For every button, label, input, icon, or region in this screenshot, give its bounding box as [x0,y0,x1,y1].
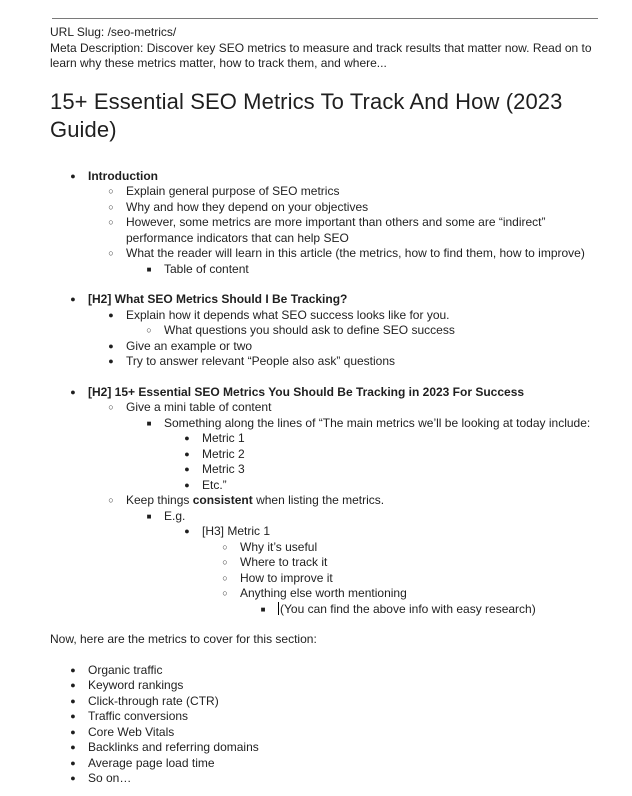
bullet-disc-icon: ● [70,773,76,783]
list-item: ○ How to improve it [202,571,595,587]
list-item: ○ Where to track it [202,555,595,571]
bullet-disc-icon: ● [108,309,114,320]
list-item: ■ Table of content [126,262,595,278]
intro-section [50,169,595,278]
list-item: ○ Why it’s useful [202,540,595,556]
list-item: ○ Why and how they depend on your objectives [88,200,595,216]
list-item: ● Metric 2 [164,447,595,463]
intro-heading: Introduction [88,168,158,183]
list-item [50,385,595,618]
bullet-disc-icon: ● [184,448,190,459]
metrics-intro-paragraph: Now, here are the metrics to cover for this section: [50,632,317,646]
list-item: ■ Something along the lines of “The main metrics we’ll be looking at today include: ● Metric 1 ● Metric 2 ● Metric 3 ● Etc.” [126,416,595,494]
bullet-circle-icon: ○ [108,201,114,212]
bullet-disc-icon: ● [108,340,114,351]
section-heading: [H2] What SEO Metrics Should I Be Tracking? [88,292,348,306]
bullet-disc-icon: ● [70,695,76,706]
bullet-circle-icon: ○ [108,186,114,196]
section-essential-metrics [50,385,595,618]
meta-description: Meta Description: Discover key SEO metrics to measure and track results that matter now. Read on to learn why these metrics matter, how to track them, and where... [50,40,592,70]
list-item: ● Explain how it depends what SEO success looks like for you. ○ What questions you should ask to define SEO success [88,308,595,339]
list-item: ● Keyword rankings [50,678,595,694]
list-item: ■ (You can find the above info with easy research) [240,602,595,618]
url-slug: URL Slug: /seo-metrics/ [50,25,177,39]
bullet-disc-icon: ● [70,757,76,768]
list-item: ● Organic traffic [50,663,595,679]
bullet-disc-icon: ● [184,464,190,474]
document-body[interactable] [50,25,595,787]
meta-block [50,25,595,72]
bullet-square-icon: ■ [146,418,152,428]
bullet-disc-icon: ● [70,711,76,721]
bullet-disc-icon: ● [108,356,114,366]
bullet-disc-icon: ● [70,680,76,690]
list-item: ● So on… [50,771,595,787]
bullet-disc-icon: ● [70,726,76,737]
list-item: ○ What questions you should ask to define SEO success [126,323,595,339]
list-item: ● Traffic conversions [50,709,595,725]
list-item: ● Give an example or two [88,339,595,355]
bullet-disc-icon: ● [184,433,190,443]
list-item: ● Metric 3 [164,462,595,478]
list-item [50,169,595,278]
bullet-circle-icon: ○ [222,541,228,552]
text-cursor [278,602,279,615]
list-item: ● Core Web Vitals [50,725,595,741]
list-item: ○ What the reader will learn in this article (the metrics, how to find them, how to improve) ■ Table of content [88,246,595,277]
list-item: ○ Explain general purpose of SEO metrics [88,184,595,200]
bullet-disc-icon: ● [184,526,190,536]
metrics-list [50,663,595,787]
list-item: ● Etc.” [164,478,595,494]
bullet-circle-icon: ○ [222,557,228,567]
list-item: ○ Keep things consistent when listing the metrics. ■ E.g. ● [H3] Metric 1 ○ Why it’s useful ○ Where to track it ○ How to improve it ○ Anything else worth mentioning ■ (You can find the above info with easy research) [88,493,595,617]
bullet-circle-icon: ○ [108,402,114,412]
bullet-square-icon: ■ [146,511,152,521]
list-item: ○ Anything else worth mentioning ■ (You can find the above info with easy research) [202,586,595,617]
bullet-circle-icon: ○ [222,572,228,583]
bullet-circle-icon: ○ [146,325,152,335]
list-item: ○ However, some metrics are more important than others and some are “indirect” performance indicators that can help SEO [88,215,595,246]
bullet-circle-icon: ○ [108,217,114,227]
bullet-square-icon: ■ [146,264,152,274]
list-item: ● Try to answer relevant “People also ask” questions [88,354,595,370]
bullet-circle-icon: ○ [108,248,114,258]
bullet-disc-icon: ● [70,170,76,181]
list-item: ● Average page load time [50,756,595,772]
list-item: ■ E.g. ● [H3] Metric 1 ○ Why it’s useful ○ Where to track it ○ How to improve it ○ Anything else worth mentioning ■ (You can find the above info with easy research) [126,509,595,618]
bullet-disc-icon: ● [70,386,76,397]
bullet-disc-icon: ● [70,294,76,304]
bullet-disc-icon: ● [184,479,190,490]
section-what-metrics [50,292,595,370]
list-item [50,292,595,370]
section-heading: [H2] 15+ Essential SEO Metrics You Should Be Tracking in 2023 For Success [88,384,525,399]
page-top-border [52,18,598,19]
list-item: ● Backlinks and referring domains [50,740,595,756]
bullet-disc-icon: ● [70,742,76,752]
list-item: ● [H3] Metric 1 ○ Why it’s useful ○ Where to track it ○ How to improve it ○ Anything else worth mentioning ■ (You can find the above info with easy research) [164,524,595,617]
document-title: 15+ Essential SEO Metrics To Track And How (2023 Guide) [50,88,563,142]
list-item: ● Click-through rate (CTR) [50,694,595,710]
list-item: ● Metric 1 [164,431,595,447]
list-item: ○ Give a mini table of content ■ Something along the lines of “The main metrics we’ll be looking at today include: ● Metric 1 ● Metric 2 ● Metric 3 ● Etc.” [88,400,595,493]
bullet-circle-icon: ○ [222,588,228,598]
bullet-circle-icon: ○ [108,495,114,505]
bullet-square-icon: ■ [260,604,266,614]
bullet-disc-icon: ● [70,664,76,675]
